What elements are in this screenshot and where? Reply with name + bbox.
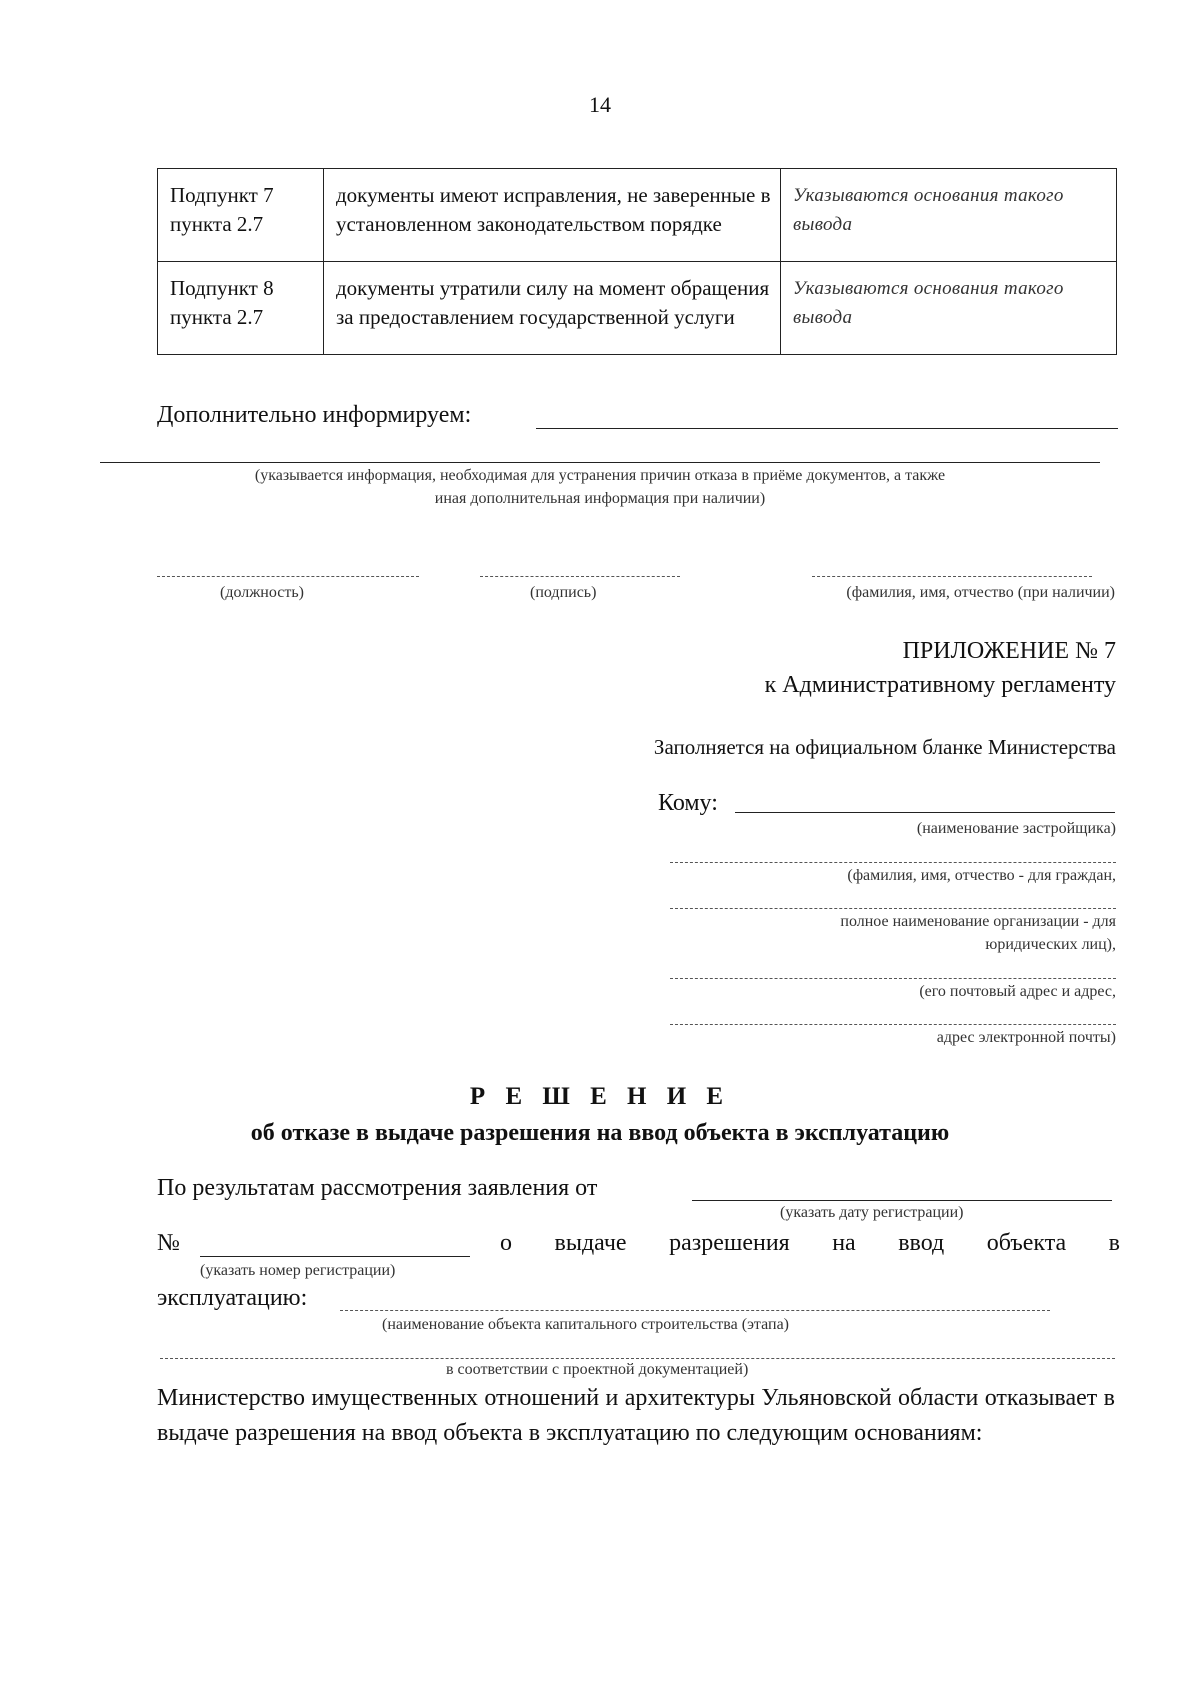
clause-cell: Подпункт 8 пункта 2.7: [158, 262, 324, 355]
decision-paragraph: Министерство имущественных отношений и архитектуры Ульяновской области отказывает в выдаче разрешения на ввод объекта в эксплуатацию по следующим основаниям:: [157, 1385, 1115, 1446]
recipient-line-4: [670, 978, 1116, 979]
recipient-line-2: [670, 862, 1116, 863]
recipient-hint-3b: юридических лиц),: [985, 936, 1116, 953]
word: ввод: [898, 1230, 945, 1256]
position-line: [157, 576, 419, 577]
refusal-grounds-table: [157, 168, 1117, 355]
recipient-hint-4: (его почтовый адрес и адрес,: [919, 983, 1116, 1000]
explanation-cell: Указываются основания такого вывода: [781, 262, 1117, 355]
reason-cell: документы имеют исправления, не заверенные в установленном законодательством порядке: [324, 169, 781, 262]
recipient-hint-1: (наименование застройщика): [916, 820, 1116, 837]
reason-cell: документы утратили силу на момент обращения за предоставлением государственной услуги: [324, 262, 781, 355]
object-line: [340, 1310, 1050, 1311]
signature-caption: (подпись): [530, 584, 597, 601]
recipient-line-5: [670, 1024, 1116, 1025]
recipient-hint-5: адрес электронной почты): [936, 1029, 1116, 1046]
explanation-cell: Указываются основания такого вывода: [781, 169, 1117, 262]
recipient-hint-2: (фамилия, имя, отчество - для граждан,: [847, 867, 1116, 884]
word: на: [832, 1230, 856, 1256]
project-doc-line: [160, 1358, 1115, 1359]
word: о: [500, 1230, 512, 1256]
word: разрешения: [669, 1230, 790, 1256]
recipient-line-3: [670, 908, 1116, 909]
clause-cell: Подпункт 7 пункта 2.7: [158, 169, 324, 262]
registration-number-line: [200, 1256, 470, 1257]
appendix-title: ПРИЛОЖЕНИЕ № 7: [902, 638, 1116, 664]
appendix-subtitle: к Административному регламенту: [764, 672, 1116, 698]
table-row: [158, 169, 1117, 262]
recipient-line-1: [735, 812, 1115, 813]
signature-line: [480, 576, 680, 577]
additional-info-line: [536, 428, 1118, 429]
additional-info-hint-1: (указывается информация, необходимая для устранения причин отказа в приёме документов, а также: [254, 467, 946, 484]
registration-number-hint: (указать номер регистрации): [200, 1262, 396, 1279]
page-number: 14: [589, 92, 611, 117]
additional-info-hint-2: иная дополнительная информация при наличии): [434, 490, 766, 507]
issue-words-row: [500, 1230, 1120, 1257]
blank-note: Заполняется на официальном бланке Министерства: [653, 735, 1116, 759]
decision-subtitle: об отказе в выдаче разрешения на ввод объекта в эксплуатацию: [250, 1120, 950, 1146]
decision-title: Р Е Ш Е Н И Е: [469, 1083, 731, 1110]
additional-info-label: Дополнительно информируем:: [157, 402, 472, 428]
name-caption: (фамилия, имя, отчество (при наличии): [846, 584, 1115, 601]
recipient-hint-3a: полное наименование организации - для: [840, 913, 1116, 930]
application-date-hint: (указать дату регистрации): [780, 1204, 964, 1221]
word: объекта: [986, 1230, 1067, 1256]
word: выдаче: [554, 1230, 627, 1256]
application-date-line: [692, 1200, 1112, 1201]
object-hint: (наименование объекта капитального строительства (этапа): [382, 1316, 789, 1333]
project-doc-hint: в соответствии с проектной документацией): [446, 1361, 749, 1378]
object-text: эксплуатацию:: [157, 1285, 308, 1311]
recipient-label: Кому:: [658, 790, 718, 816]
position-caption: (должность): [220, 584, 304, 601]
word: в: [1108, 1230, 1120, 1256]
name-line: [812, 576, 1092, 577]
table-row: [158, 262, 1117, 355]
application-date-text: По результатам рассмотрения заявления от: [157, 1175, 598, 1201]
number-sign: №: [157, 1230, 180, 1256]
additional-info-line-2: [100, 462, 1100, 463]
